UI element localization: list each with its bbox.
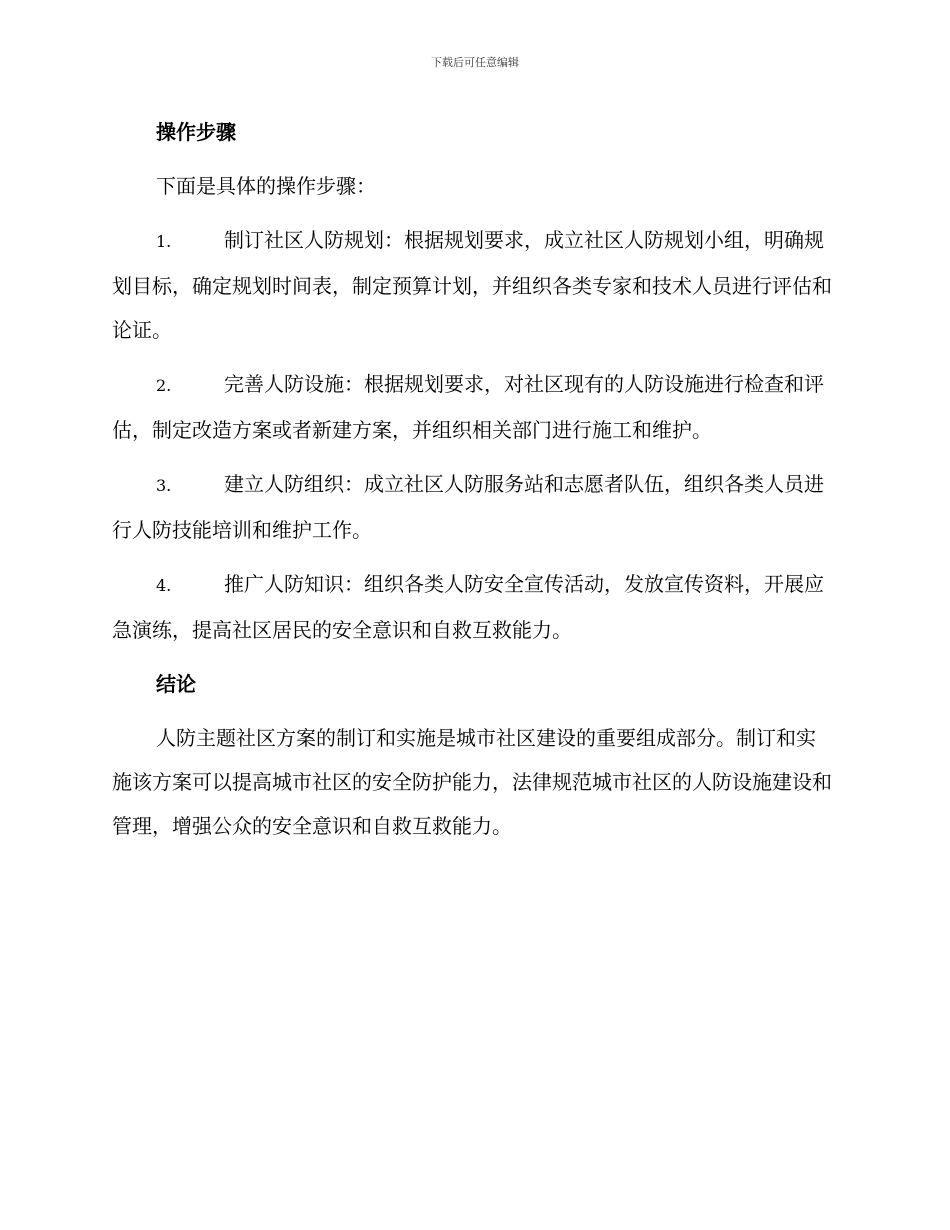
section-heading-steps: 操作步骤 bbox=[156, 120, 236, 144]
document-body bbox=[112, 110, 832, 858]
list-text: 建立人防组织：成立社区人防服务站和志愿者队伍，组织各类人员进行人防技能培训和维护工作。 bbox=[112, 472, 824, 542]
conclusion-paragraph: 人防主题社区方案的制订和实施是城市社区建设的重要组成部分。制订和实施该方案可以提高城市社区的安全防护能力，法律规范城市社区的人防设施建设和管理，增强公众的安全意识和自救互救能力。 bbox=[112, 726, 832, 838]
steps-intro: 下面是具体的操作步骤： bbox=[156, 174, 376, 198]
list-text: 推广人防知识：组织各类人防安全宣传活动，发放宣传资料，开展应急演练，提高社区居民的安全意识和自救互救能力。 bbox=[112, 572, 824, 642]
section-heading-conclusion: 结论 bbox=[156, 672, 196, 696]
list-number: 4. bbox=[156, 576, 172, 595]
header-note: 下载后可任意编辑 bbox=[431, 56, 519, 69]
list-number: 1. bbox=[156, 232, 172, 251]
list-item bbox=[112, 362, 832, 452]
list-number: 3. bbox=[156, 476, 172, 495]
list-item bbox=[112, 562, 832, 652]
list-text: 制订社区人防规划：根据规划要求，成立社区人防规划小组，明确规划目标，确定规划时间表，制定预算计划，并组织各类专家和技术人员进行评估和论证。 bbox=[112, 228, 832, 342]
list-text: 完善人防设施：根据规划要求，对社区现有的人防设施进行检查和评估，制定改造方案或者新建方案，并组织相关部门进行施工和维护。 bbox=[112, 372, 824, 442]
list-item bbox=[112, 462, 832, 552]
list-item bbox=[112, 218, 832, 352]
list-number: 2. bbox=[156, 376, 172, 395]
